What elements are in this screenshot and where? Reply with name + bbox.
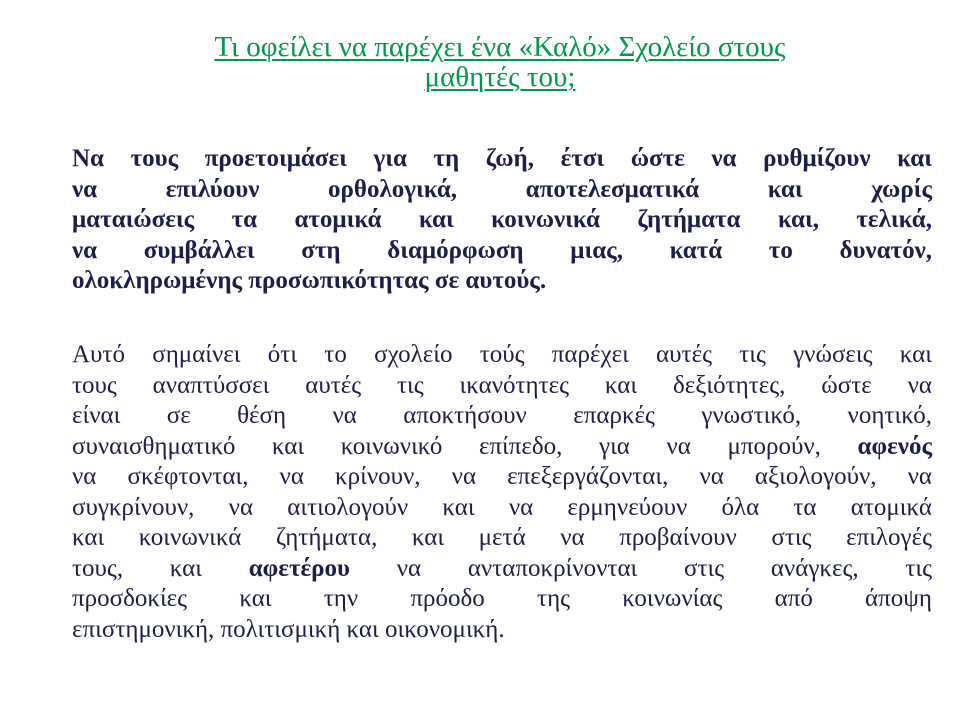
paragraph-1-line: ολοκληρωμένης προσωπικότητας σε αυτούς. (72, 267, 547, 294)
slide-title-line: μαθητές του; (424, 61, 576, 93)
paragraph-2 (72, 340, 932, 645)
paragraph-2-line: προσδοκίες και την πρόοδο της κοινωνίας από άποψη (72, 585, 932, 612)
paragraph-2-text: συναισθηματικό και κοινωνικό επίπεδο, για να μπορούν, (72, 432, 858, 460)
paragraph-2-line: συγκρίνουν, να αιτιολογούν και να ερμηνεύουν όλα τα ατομικά (72, 493, 932, 521)
paragraph-1 (72, 144, 932, 297)
paragraph-1-line: Να τους προετοιμάσει για τη ζωή, έτσι ώστε να ρυθμίζουν και (72, 145, 932, 172)
paragraph-1-line: να συμβάλλει στη διαμόρφωση μιας, κατά το δυνατόν, (72, 236, 932, 264)
paragraph-2-line (72, 554, 932, 585)
paragraph-2-line: και κοινωνικά ζητήματα, και μετά να προβαίνουν στις επιλογές (72, 524, 932, 551)
paragraph-2-line: τους αναπτύσσει αυτές τις ικανότητες και δεξιότητες, ώστε να (72, 371, 932, 399)
slide-title-line: Τι οφείλει να παρέχει ένα «Καλό» Σχολείο στους (214, 31, 786, 63)
paragraph-2-line (72, 432, 932, 463)
paragraph-2-line: να σκέφτονται, να κρίνουν, να επεξεργάζονται, να αξιολογούν, να (72, 463, 932, 490)
paragraph-2-text: τους, και (72, 554, 249, 582)
emphasis-afenos: αφενός (857, 432, 932, 460)
paragraph-1-line: ματαιώσεις τα ατομικά και κοινωνικά ζητήματα και, τελικά, (72, 206, 932, 233)
emphasis-afeterou: αφετέρου (248, 554, 350, 582)
paragraph-2-line: Αυτό σημαίνει ότι το σχολείο τούς παρέχει αυτές τις γνώσεις και (72, 341, 932, 368)
paragraph-2-line: είναι σε θέση να αποκτήσουν επαρκές γνωστικό, νοητικό, (72, 402, 932, 429)
slide-title (100, 32, 900, 92)
paragraph-2-text: να ανταποκρίνονται στις ανάγκες, τις (350, 554, 932, 582)
paragraph-1-line: να επιλύουν ορθολογικά, αποτελεσματικά και χωρίς (72, 175, 932, 203)
paragraph-2-line: επιστημονική, πολιτισμική και οικονομική. (72, 615, 505, 643)
